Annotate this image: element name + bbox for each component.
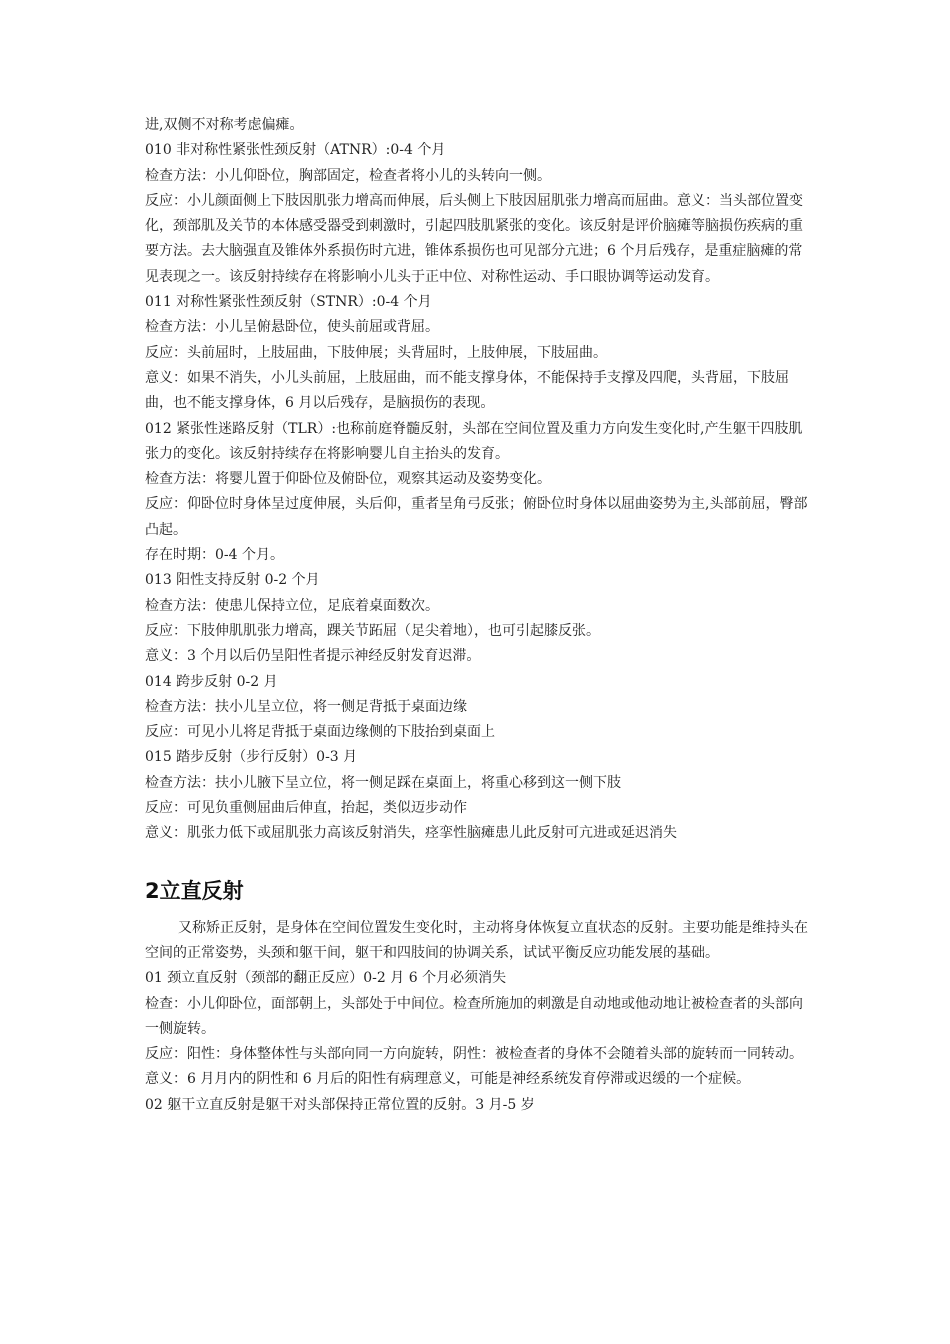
paragraph-line: 013 阳性支持反射 0-2 个月 (145, 572, 320, 589)
paragraph-line: 反应：小儿颜面侧上下肢因肌张力增高而伸展，后头侧上下肢因屈肌张力增高而屈曲。意义：当头部位置变化，颈部肌及关节的本体感受器受到刺激时，引起四肢肌紧张的变化。该反射是评价脑瘫等脑损伤疾病的重要方法。去大脑强直及锥体外系损伤时亢进，锥体系损伤也可见部分亢进；6 个月后残存，是重症脑瘫的常见表现之一。该反射持续存在将影响小儿头于正中位、对称性运动、手口眼协调等运动发育。 (145, 192, 803, 285)
paragraph-line: 检查方法：小儿仰卧位，胸部固定，检查者将小儿的头转向一侧。 (145, 167, 551, 184)
paragraph-line: 检查方法：扶小儿呈立位，将一侧足背抵于桌面边缘 (145, 698, 467, 715)
document-page (145, 113, 810, 1118)
paragraph-line: 存在时期：0-4 个月。 (145, 547, 284, 564)
paragraph-line: 意义：如果不消失，小儿头前屈，上肢屈曲，而不能支撑身体，不能保持手支撑及四爬，头背屈，下肢屈曲，也不能支撑身体，6 月以后残存，是脑损伤的表现。 (145, 369, 789, 412)
paragraph-line: 检查方法：扶小儿腋下呈立位，将一侧足踩在桌面上，将重心移到这一侧下肢 (145, 774, 621, 791)
section-title: 立直反射 (159, 878, 244, 903)
paragraph-line: 检查方法：小儿呈俯悬卧位，使头前屈或背屈。 (145, 319, 439, 336)
paragraph-line: 反应：阳性：身体整体性与头部向同一方向旋转，阴性：被检查者的身体不会随着头部的旋转而一同转动。 (145, 1046, 803, 1063)
paragraph-line: 进,双侧不对称考虑偏瘫。 (145, 117, 304, 133)
reflex-section-2-text (145, 966, 810, 1118)
intro-paragraph: 又称矫正反射，是身体在空间位置发生变化时，主动将身体恢复立直状态的反射。主要功能是维持头在空间的正常姿势，头颈和躯干间，躯干和四肢间的协调关系，试试平衡反应功能发展的基础。 (145, 919, 808, 961)
paragraph-line: 02 躯干立直反射是躯干对头部保持正常位置的反射。3 月-5 岁 (145, 1096, 535, 1113)
section-heading (145, 876, 810, 906)
paragraph-line: 反应：下肢伸肌肌张力增高，踝关节跖屈（足尖着地），也可引起膝反张。 (145, 622, 600, 639)
section-number: 2 (145, 878, 160, 903)
paragraph-line: 检查：小儿仰卧位，面部朝上，头部处于中间位。检查所施加的刺激是自动地或他动地让被检查者的头部向一侧旋转。 (145, 995, 803, 1037)
paragraph-line: 015 踏步反射（步行反射）0-3 月 (145, 749, 358, 766)
paragraph-line: 010 非对称性紧张性颈反射（ATNR）:0-4 个月 (145, 142, 446, 159)
paragraph-line: 011 对称性紧张性颈反射（STNR）:0-4 个月 (145, 294, 432, 311)
paragraph-line: 意义：肌张力低下或屈肌张力高该反射消失，痉挛性脑瘫患儿此反射可亢进或延迟消失 (145, 825, 677, 842)
paragraph-line: 反应：头前屈时，上肢屈曲，下肢伸展；头背屈时，上肢伸展，下肢屈曲。 (145, 344, 607, 361)
paragraph-line: 意义：6 月月内的阴性和 6 月后的阳性有病理意义，可能是神经系统发育停滞或迟缓的一个症候。 (145, 1071, 751, 1088)
paragraph-line: 检查方法：使患儿保持立位，足底着桌面数次。 (145, 597, 439, 614)
paragraph-line: 检查方法：将婴儿置于仰卧位及俯卧位，观察其运动及姿势变化。 (145, 471, 551, 488)
paragraph-line: 01 颈立直反射（颈部的翻正反应）0-2 月 6 个月必须消失 (145, 970, 507, 987)
paragraph-line: 014 跨步反射 0-2 月 (145, 673, 278, 690)
paragraph-line: 反应：可见负重侧屈曲后伸直，抬起，类似迈步动作 (145, 800, 467, 817)
paragraph-line: 反应：仰卧位时身体呈过度伸展，头后仰，重者呈角弓反张；俯卧位时身体以屈曲姿势为主,头部前屈，臀部凸起。 (145, 496, 808, 538)
paragraph-line: 意义：3 个月以后仍呈阳性者提示神经反射发育迟滞。 (145, 648, 481, 665)
reflex-section-1-text (145, 113, 810, 847)
paragraph-line: 012 紧张性迷路反射（TLR）:也称前庭脊髓反射，头部在空间位置及重力方向发生变化时,产生躯干四肢肌张力的变化。该反射持续存在将影响婴儿自主抬头的发育。 (145, 420, 803, 462)
paragraph-line: 反应：可见小儿将足背抵于桌面边缘侧的下肢抬到桌面上 (145, 724, 495, 741)
